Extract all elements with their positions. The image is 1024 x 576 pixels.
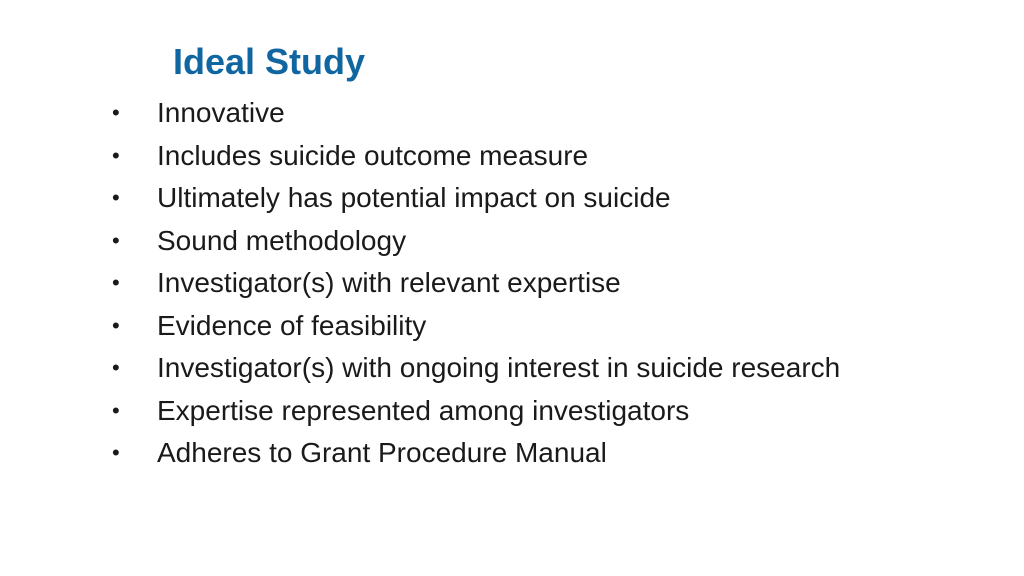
list-item <box>108 390 840 433</box>
slide-title: Ideal Study <box>173 41 366 82</box>
bullet-list <box>108 92 840 475</box>
list-item <box>108 347 840 390</box>
bullet-icon: • <box>112 185 120 211</box>
list-item-text: Innovative <box>157 97 285 129</box>
bullet-icon: • <box>112 440 120 466</box>
list-item <box>108 177 840 220</box>
list-item <box>108 135 840 178</box>
list-item <box>108 305 840 348</box>
list-item-text: Ultimately has potential impact on suicide <box>157 182 671 214</box>
bullet-icon: • <box>112 100 120 126</box>
list-item <box>108 92 840 135</box>
list-item <box>108 220 840 263</box>
list-item-text: Adheres to Grant Procedure Manual <box>157 437 607 469</box>
bullet-icon: • <box>112 355 120 381</box>
bullet-icon: • <box>112 270 120 296</box>
list-item-text: Sound methodology <box>157 224 407 256</box>
list-item-text: Includes suicide outcome measure <box>157 139 589 171</box>
bullet-icon: • <box>112 397 120 423</box>
list-item <box>108 262 840 305</box>
list-item-text: Expertise represented among investigators <box>157 394 690 426</box>
bullet-icon: • <box>112 142 120 168</box>
list-item-text: Evidence of feasibility <box>157 309 427 341</box>
list-item-text: Investigator(s) with relevant expertise <box>157 267 621 299</box>
bullet-icon: • <box>112 312 120 338</box>
list-item <box>108 432 840 475</box>
bullet-icon: • <box>112 227 120 253</box>
list-item-text: Investigator(s) with ongoing interest in suicide research <box>157 352 841 384</box>
